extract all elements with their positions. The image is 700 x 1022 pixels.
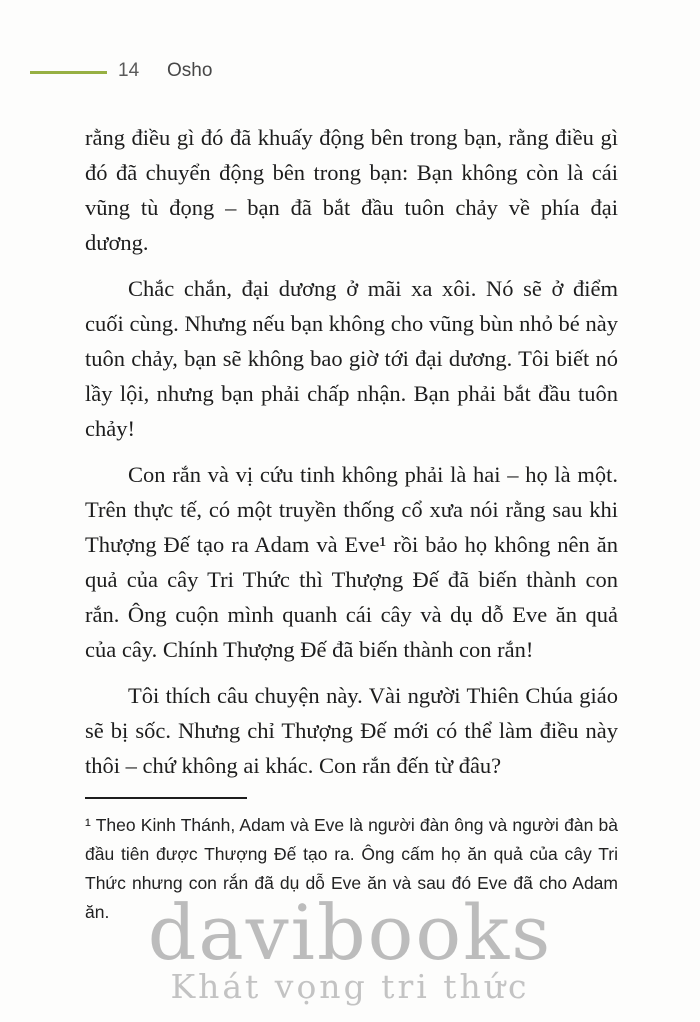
footnote-block [85,797,618,927]
paragraph: Con rắn và vị cứu tinh không phải là hai – họ là một. Trên thực tế, có một truyền thống cổ xưa nói rằng sau khi Thượng Đế tạo ra Adam và Eve¹ rồi bảo họ không nên ăn quả của cây Tri Thức thì Thượng Đế đã biến thành con rắn. Ông cuộn mình quanh cái cây và dụ dỗ Eve ăn quả của cây. Chính Thượng Đế đã biến thành con rắn! [85,462,618,662]
page-header [0,60,700,86]
paragraph: Tôi thích câu chuyện này. Vài người Thiên Chúa giáo sẽ bị sốc. Nhưng chỉ Thượng Đế mới có thể làm điều này thôi – chứ không ai khác. Con rắn đến từ đâu? [85,683,618,778]
author-name: Osho [167,60,213,81]
paragraph: Chắc chắn, đại dương ở mãi xa xôi. Nó sẽ ở điểm cuối cùng. Nhưng nếu bạn không cho vũng bùn nhỏ bé này tuôn chảy, bạn sẽ không bao giờ tới đại dương. Tôi biết nó lầy lội, nhưng bạn phải chấp nhận. Bạn phải bắt đầu tuôn chảy! [85,276,618,441]
footnote-divider [85,797,247,799]
footnote-text: ¹ Theo Kinh Thánh, Adam và Eve là người đàn ông và người đàn bà đầu tiên được Thượng Đế tạo ra. Ông cấm họ ăn quả của cây Tri Thức nhưng con rắn đã dụ dỗ Eve ăn và sau đó Eve đã cho Adam ăn. [85,815,618,922]
watermark-title: davibooks [147,888,553,977]
page-number: 14 [118,60,140,81]
paragraph: rằng điều gì đó đã khuấy động bên trong bạn, rằng điều gì đó đã chuyển động bên trong bạn: Bạn không còn là cái vũng tù đọng – bạn đã bắt đầu tuôn chảy về phía đại dương. [85,125,618,255]
page-body [85,120,618,927]
header-accent-line [30,71,107,74]
watermark-subtitle: Khát vọng tri thức [170,967,530,1006]
